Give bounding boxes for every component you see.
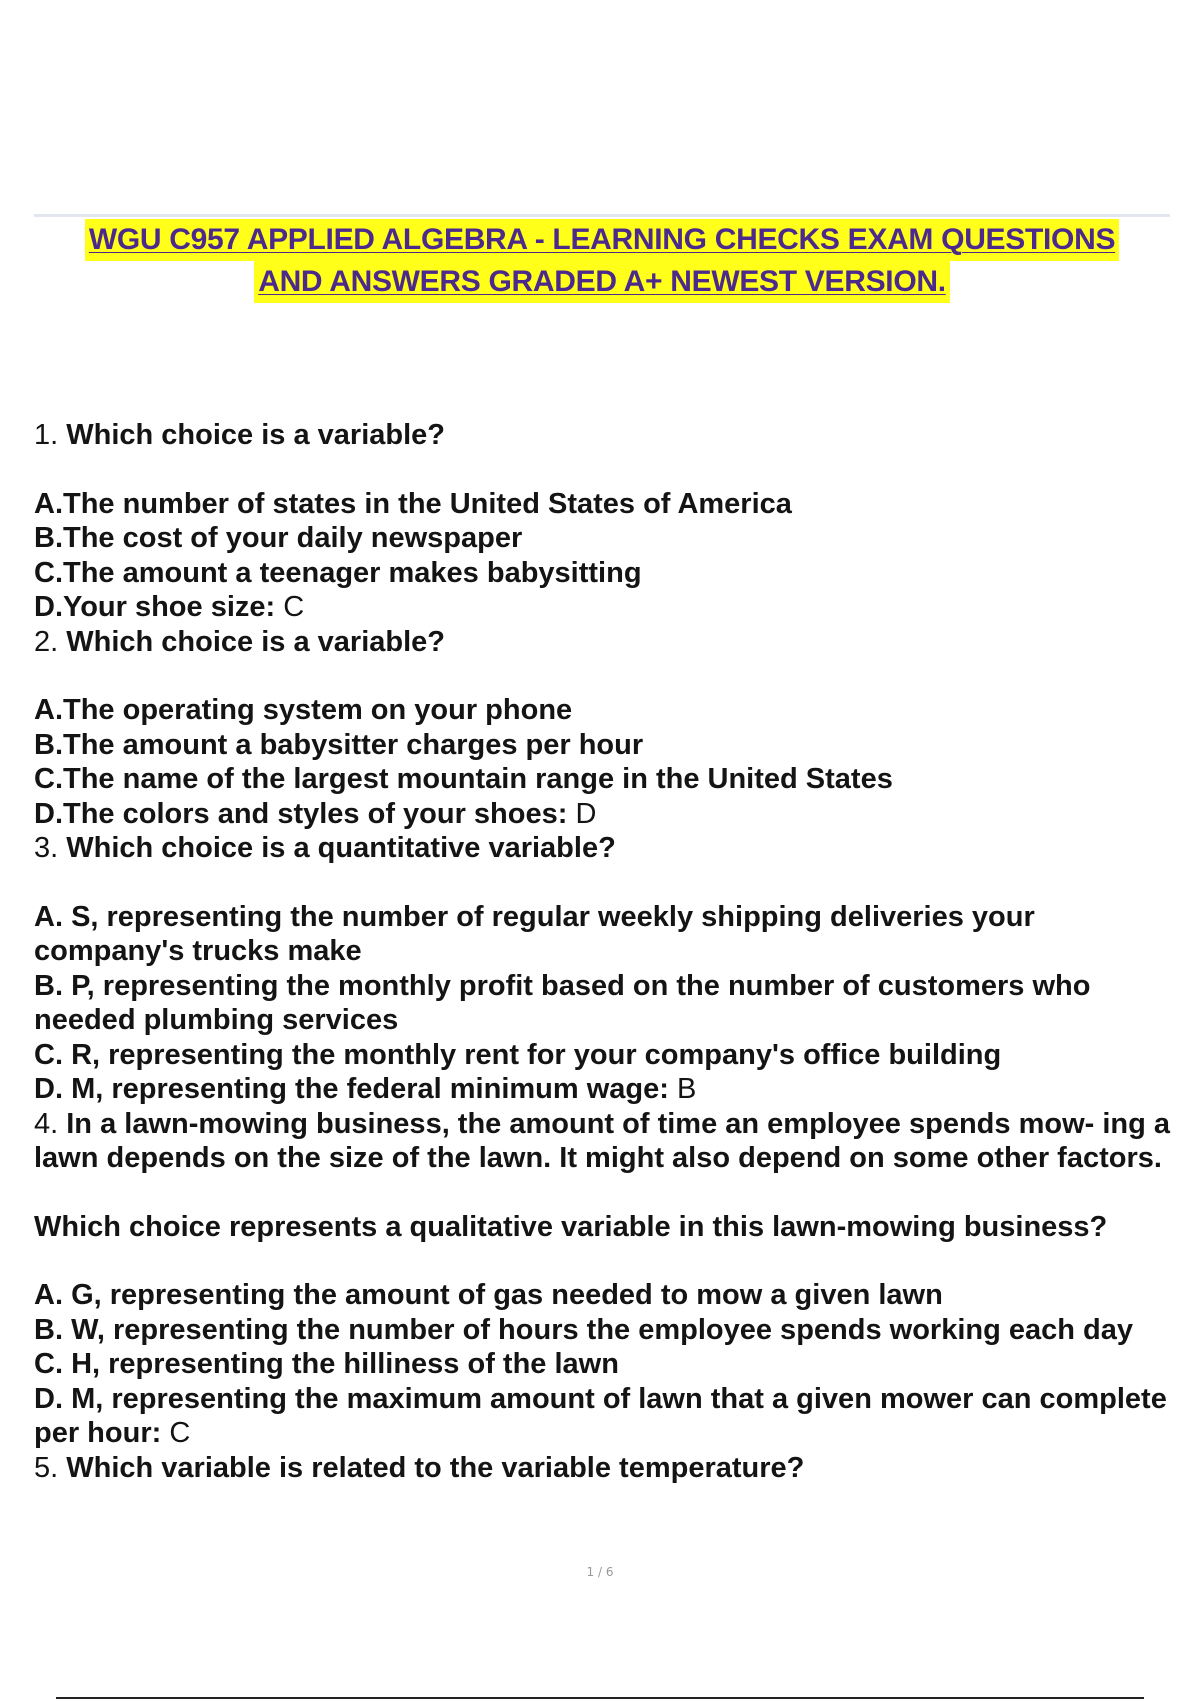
option-letter: D. <box>34 797 63 830</box>
page-number: 1 / 6 <box>586 1565 614 1579</box>
option-text: S, representing the number of regular weekly shipping deliveries your company's trucks make <box>34 900 1035 967</box>
option-a <box>34 693 1174 728</box>
question-3-options <box>34 900 1174 1107</box>
question-text: Which variable is related to the variable temperature? <box>66 1451 805 1484</box>
option-text: H, representing the hilliness of the lawn <box>71 1348 619 1380</box>
option-b <box>34 969 1174 1038</box>
option-b <box>34 728 1174 763</box>
option-c <box>34 1038 1174 1073</box>
option-a <box>34 487 1174 522</box>
question-text: In a lawn-mowing business, the amount of time an employee spends mow- ing a lawn depends on the size of the lawn. It might also depend on some other factors. <box>34 1107 1171 1174</box>
question-1-options <box>34 487 1174 625</box>
option-letter: C. <box>34 1038 63 1071</box>
question-2-options <box>34 693 1174 831</box>
option-text: W, representing the number of hours the employee spends working each day <box>71 1313 1134 1346</box>
option-text: The name of the largest mountain range in the United States <box>63 763 893 795</box>
option-d <box>34 797 1174 832</box>
question-number: 5. <box>34 1451 59 1484</box>
top-divider <box>34 214 1170 217</box>
option-text: P, representing the monthly profit based on the number of customers who needed plumbing services <box>34 969 1091 1036</box>
option-letter: D. <box>34 1073 63 1105</box>
option-text: The colors and styles of your shoes: <box>63 797 568 830</box>
option-a <box>34 900 1174 969</box>
option-letter: B. <box>34 522 63 554</box>
question-text: Which choice is a quantitative variable? <box>66 832 616 864</box>
option-letter: B. <box>34 728 63 761</box>
option-text: The amount a babysitter charges per hour <box>63 728 644 761</box>
question-3 <box>34 831 1174 866</box>
question-number: 4. <box>34 1107 59 1140</box>
question-text: Which choice is a variable? <box>66 625 445 658</box>
title-line-1: WGU C957 APPLIED ALGEBRA - LEARNING CHECKS EXAM QUESTIONS <box>85 219 1119 261</box>
option-c <box>34 1347 1174 1382</box>
option-a <box>34 1278 1174 1313</box>
option-text: G, representing the amount of gas needed to mow a given lawn <box>71 1279 943 1311</box>
option-d <box>34 590 1174 625</box>
question-number: 1. <box>34 419 59 451</box>
question-4-options <box>34 1278 1174 1451</box>
question-number: 2. <box>34 625 59 658</box>
option-letter: B. <box>34 969 63 1002</box>
option-letter: B. <box>34 1313 63 1346</box>
option-letter: C. <box>34 556 63 589</box>
option-letter: C. <box>34 763 63 795</box>
question-1 <box>34 418 1174 453</box>
option-text: The operating system on your phone <box>63 694 573 726</box>
option-letter: D. <box>34 1382 63 1415</box>
option-c <box>34 556 1174 591</box>
option-text: The number of states in the United States of America <box>63 487 792 520</box>
option-d <box>34 1072 1174 1107</box>
option-c <box>34 762 1174 797</box>
option-text: The amount a teenager makes babysitting <box>63 556 642 589</box>
option-text: The cost of your daily newspaper <box>63 522 523 554</box>
option-text: Your shoe size: <box>63 591 276 623</box>
option-d <box>34 1382 1174 1451</box>
question-text: Which choice is a variable? <box>66 419 445 451</box>
option-text: M, representing the federal minimum wage: <box>71 1073 669 1105</box>
title-line-2: AND ANSWERS GRADED A+ NEWEST VERSION. <box>254 261 950 303</box>
option-letter: A. <box>34 694 63 726</box>
bottom-divider <box>56 1697 1144 1699</box>
option-text: M, representing the maximum amount of lawn that a given mower can complete per hour: <box>34 1382 1167 1449</box>
document-title <box>34 219 1170 303</box>
answer-key: C <box>275 591 305 623</box>
question-number: 3. <box>34 832 59 864</box>
option-letter: C. <box>34 1348 63 1380</box>
option-letter: D. <box>34 591 63 623</box>
option-letter: A. <box>34 900 63 933</box>
answer-key: D <box>567 797 597 830</box>
answer-key: C <box>161 1417 191 1449</box>
question-2 <box>34 625 1174 660</box>
question-5 <box>34 1451 1174 1486</box>
question-4-prompt: Which choice represents a qualitative variable in this lawn-mowing business? <box>34 1210 1108 1243</box>
option-text: R, representing the monthly rent for your company's office building <box>71 1038 1002 1071</box>
questions-list <box>34 418 1174 1485</box>
answer-key: B <box>668 1073 697 1105</box>
option-b <box>34 521 1174 556</box>
option-b <box>34 1313 1174 1348</box>
option-letter: A. <box>34 487 63 520</box>
question-4 <box>34 1107 1174 1176</box>
option-letter: A. <box>34 1279 63 1311</box>
